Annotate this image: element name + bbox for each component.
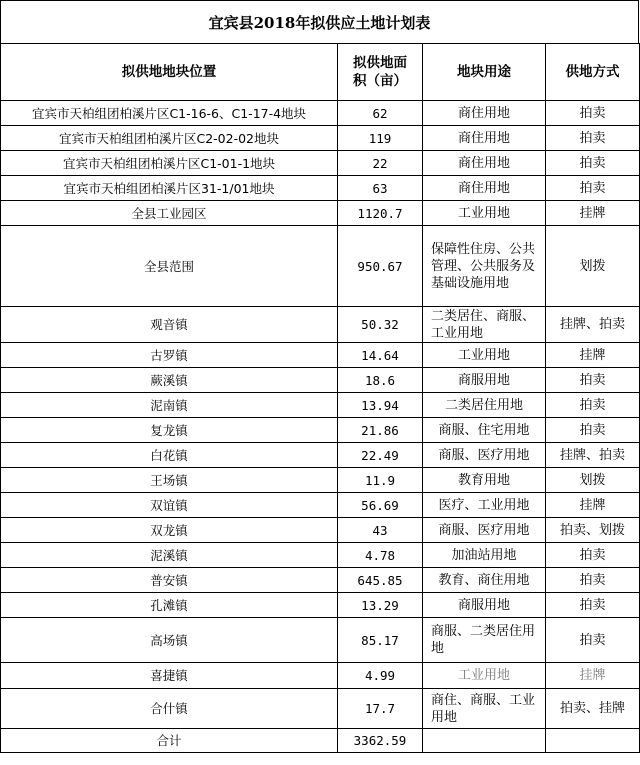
cell-area: 4.78 [338,543,423,568]
cell-area: 85.17 [338,618,423,663]
table-row [1,493,640,518]
total-area: 3362.59 [338,729,423,753]
table-row [1,343,640,368]
cell-method: 划拨 [546,226,640,307]
cell-location: 观音镇 [1,307,338,343]
cell-method: 挂牌 [546,343,640,368]
cell-area: 17.7 [338,689,423,729]
cell-location: 双谊镇 [1,493,338,518]
cell-method: 拍卖 [546,176,640,201]
cell-use: 加油站用地 [423,543,546,568]
cell-area: 13.29 [338,593,423,618]
cell-area: 645.85 [338,568,423,593]
table-row [1,418,640,443]
total-method [546,729,640,753]
cell-use: 商服、医疗用地 [423,518,546,543]
cell-use: 工业用地 [423,343,546,368]
cell-location: 双龙镇 [1,518,338,543]
cell-use: 商住用地 [423,101,546,126]
cell-location: 王场镇 [1,468,338,493]
table-row [1,368,640,393]
cell-location: 白花镇 [1,443,338,468]
cell-use: 工业用地 [423,663,546,689]
cell-method: 拍卖 [546,126,640,151]
cell-area: 11.9 [338,468,423,493]
cell-use: 二类居住、商服、工业用地 [423,307,546,343]
total-row [1,729,640,753]
header-area: 拟供地面积（亩） [338,44,423,101]
table-row [1,689,640,729]
cell-area: 63 [338,176,423,201]
cell-method: 挂牌、拍卖 [546,307,640,343]
table-row [1,518,640,543]
cell-use: 二类居住用地 [423,393,546,418]
table-row [1,126,640,151]
cell-area: 1120.7 [338,201,423,226]
header-use: 地块用途 [423,44,546,101]
cell-method: 挂牌 [546,493,640,518]
table-row [1,307,640,343]
cell-use: 商服、住宅用地 [423,418,546,443]
cell-use: 商服、医疗用地 [423,443,546,468]
cell-use: 商住用地 [423,176,546,201]
cell-method: 拍卖 [546,368,640,393]
cell-location: 复龙镇 [1,418,338,443]
table-row [1,663,640,689]
cell-use: 教育、商住用地 [423,568,546,593]
cell-location: 泥南镇 [1,393,338,418]
cell-use: 商住用地 [423,151,546,176]
table-row [1,543,640,568]
table-row [1,593,640,618]
cell-use: 商住、商服、工业用地 [423,689,546,729]
table-row [1,151,640,176]
cell-area: 56.69 [338,493,423,518]
header-method: 供地方式 [546,44,640,101]
cell-area: 18.6 [338,368,423,393]
cell-area: 4.99 [338,663,423,689]
cell-location: 高场镇 [1,618,338,663]
cell-area: 50.32 [338,307,423,343]
cell-method: 拍卖 [546,418,640,443]
cell-area: 14.64 [338,343,423,368]
total-label: 合计 [1,729,338,753]
header-location: 拟供地地块位置 [1,44,338,101]
table-row [1,443,640,468]
cell-area: 13.94 [338,393,423,418]
cell-location: 全县工业园区 [1,201,338,226]
cell-use: 商住用地 [423,126,546,151]
total-use [423,729,546,753]
cell-use: 医疗、工业用地 [423,493,546,518]
table-title: 宜宾县2018年拟供应土地计划表 [0,0,639,43]
cell-location: 宜宾市天柏组团柏溪片区C2-02-02地块 [1,126,338,151]
cell-method: 挂牌 [546,201,640,226]
cell-area: 43 [338,518,423,543]
table-row [1,176,640,201]
cell-area: 119 [338,126,423,151]
cell-method: 拍卖、挂牌 [546,689,640,729]
cell-location: 宜宾市天柏组团柏溪片区C1-01-1地块 [1,151,338,176]
land-plan-table [0,43,640,753]
cell-method: 拍卖 [546,568,640,593]
cell-method: 拍卖 [546,543,640,568]
cell-method: 拍卖 [546,101,640,126]
table-row [1,618,640,663]
cell-method: 挂牌 [546,663,640,689]
cell-method: 挂牌、拍卖 [546,443,640,468]
cell-location: 蕨溪镇 [1,368,338,393]
table-row [1,393,640,418]
cell-area: 62 [338,101,423,126]
cell-area: 22 [338,151,423,176]
cell-method: 拍卖 [546,618,640,663]
cell-use: 工业用地 [423,201,546,226]
cell-use: 保障性住房、公共管理、公共服务及基础设施用地 [423,226,546,307]
cell-location: 泥溪镇 [1,543,338,568]
cell-method: 拍卖、划拨 [546,518,640,543]
cell-area: 21.86 [338,418,423,443]
cell-area: 950.67 [338,226,423,307]
cell-use: 商服用地 [423,593,546,618]
cell-location: 普安镇 [1,568,338,593]
cell-location: 古罗镇 [1,343,338,368]
cell-use: 商服用地 [423,368,546,393]
cell-method: 拍卖 [546,151,640,176]
cell-use: 商服、二类居住用地 [423,618,546,663]
table-row [1,468,640,493]
table-row [1,101,640,126]
table-row [1,568,640,593]
cell-location: 合什镇 [1,689,338,729]
cell-location: 宜宾市天柏组团柏溪片区C1-16-6、C1-17-4地块 [1,101,338,126]
cell-location: 孔滩镇 [1,593,338,618]
cell-method: 拍卖 [546,393,640,418]
cell-location: 喜捷镇 [1,663,338,689]
table-row [1,201,640,226]
cell-method: 拍卖 [546,593,640,618]
cell-method: 划拨 [546,468,640,493]
cell-use: 教育用地 [423,468,546,493]
cell-location: 全县范围 [1,226,338,307]
table-row [1,226,640,307]
cell-location: 宜宾市天柏组团柏溪片区31-1/01地块 [1,176,338,201]
cell-area: 22.49 [338,443,423,468]
